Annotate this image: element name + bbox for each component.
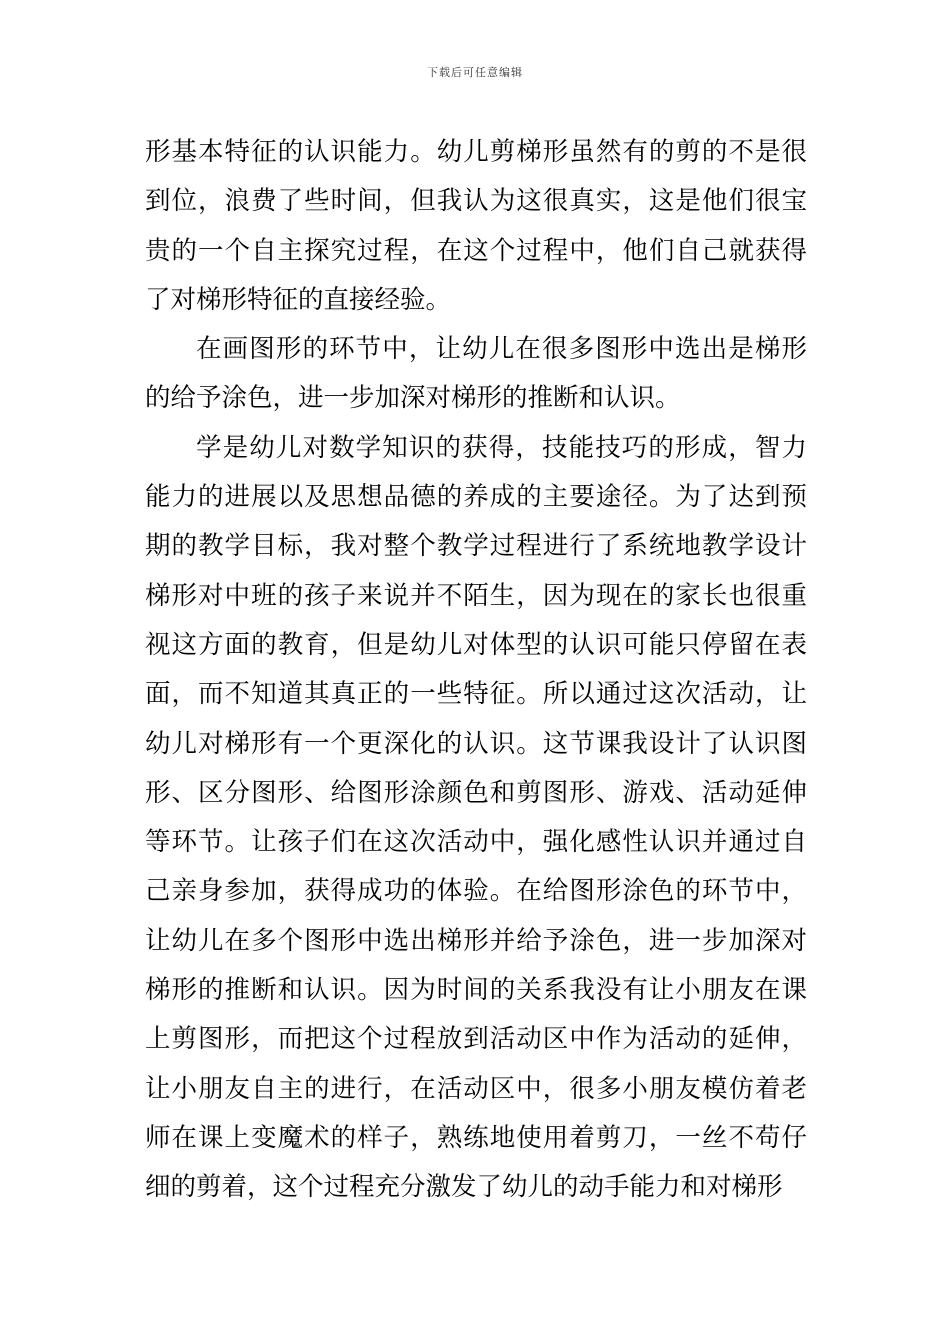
body-text: [145, 128, 807, 1213]
header-note: 下载后可任意编辑: [427, 66, 523, 79]
paragraph-coloring: 在画图形的环节中，让幼儿在很多图形中选出是梯形的给予涂色，进一步加深对梯形的推断和认识。: [145, 334, 807, 414]
paragraph-continued: 形基本特征的认识能力。幼儿剪梯形虽然有的剪的不是很到位，浪费了些时间，但我认为这很真实，这是他们很宝贵的一个自主探究过程，在这个过程中，他们自己就获得了对梯形特征的直接经验。: [145, 137, 807, 315]
paragraph-teaching-design: 学是幼儿对数学知识的获得，技能技巧的形成，智力能力的进展以及思想品德的养成的主要途径。为了达到预期的教学目标，我对整个教学过程进行了系统地教学设计梯形对中班的孩子来说并不陌生，因为现在的家长也很重视这方面的教育，但是幼儿对体型的认识可能只停留在表面，而不知道其真正的一些特征。所以通过这次活动，让幼儿对梯形有一个更深化的认识。这节课我设计了认识图形、区分图形、给图形涂颜色和剪图形、游戏、活动延伸等环节。让孩子们在这次活动中，强化感性认识并通过自己亲身参加，获得成功的体验。在给图形涂色的环节中，让幼儿在多个图形中选出梯形并给予涂色，进一步加深对梯形的推断和认识。因为时间的关系我没有让小朋友在课上剪图形，而把这个过程放到活动区中作为活动的延伸，让小朋友自主的进行，在活动区中，很多小朋友模仿着老师在课上变魔术的样子，熟练地使用着剪刀，一丝不苟仔细的剪着，这个过程充分激发了幼儿的动手能力和对梯形: [145, 432, 807, 1203]
